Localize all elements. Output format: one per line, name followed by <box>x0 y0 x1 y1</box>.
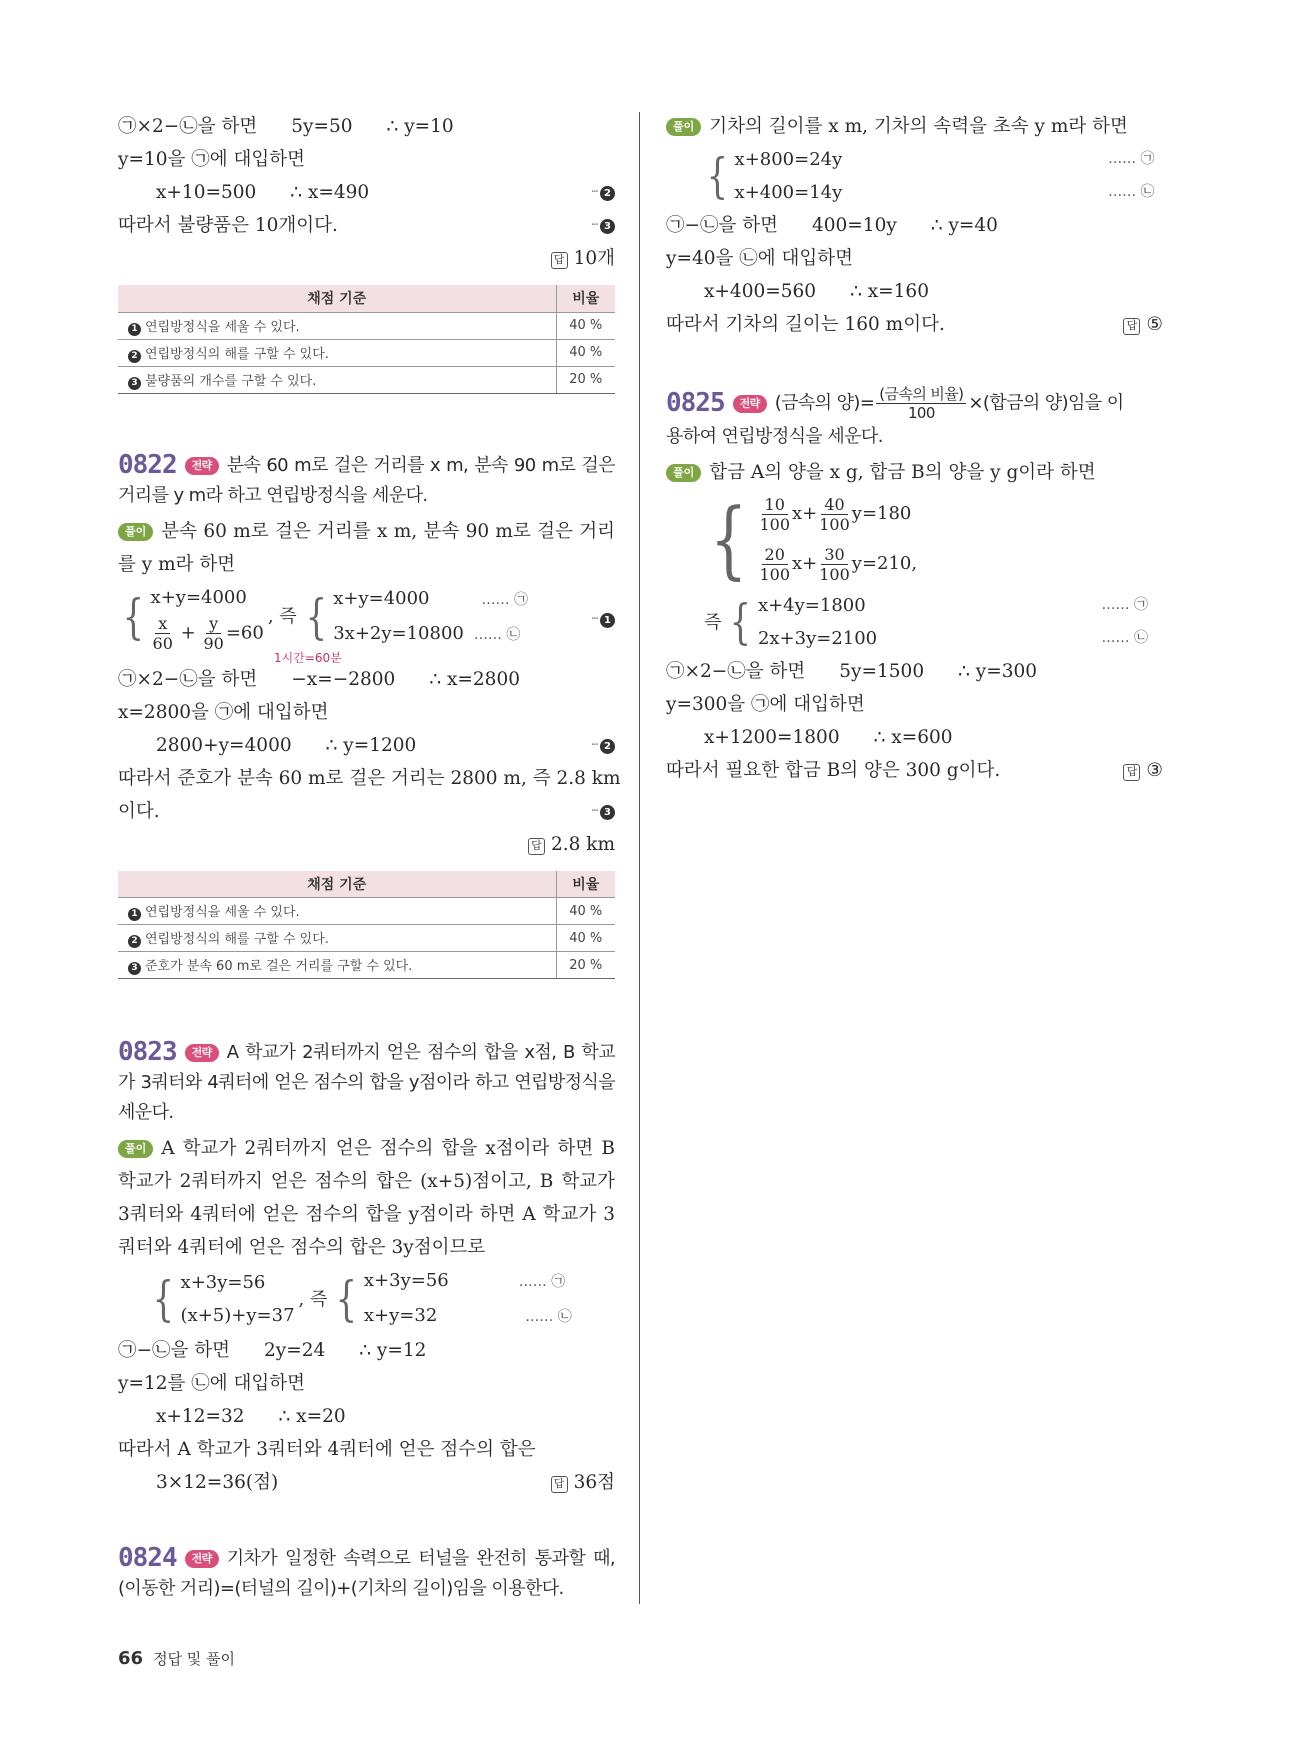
answer: 답 36점 <box>551 1466 615 1499</box>
text-line: x+1200=1800 ∴ x=600 <box>704 727 953 748</box>
answer-icon: 답 <box>1123 764 1140 781</box>
text-line: ㉠×2−㉡을 하면 5y=50 ∴ y=10 <box>118 116 454 137</box>
text-line: 따라서 A 학교가 3쿼터와 4쿼터에 얻은 점수의 합은 <box>118 1439 536 1460</box>
text-line: y=12를 ㉡에 대입하면 <box>118 1373 305 1394</box>
text-line: ㉠×2−㉡을 하면 −x=−2800 ∴ x=2800 <box>118 668 520 690</box>
problem-0823-strategy: 0823 전략 A 학교가 2쿼터까지 얻은 점수의 합을 x점, B 학교가 3쿼터와 4쿼터에 얻은 점수의 합을 y점이라 하고 연립방정식을 세운다. <box>118 1037 615 1123</box>
text-line: x+400=560 ∴ x=160 <box>704 281 929 302</box>
text-line: 2800+y=4000 ∴ y=1200 ··· 2 <box>118 729 615 762</box>
equation-system: { $\frac{10}{100}$ x+ $\frac{40}{100}$ y=180 $\frac{20}{100}$ x+ $\frac{30}{100}$ y=210, <box>710 490 918 588</box>
solution-text: 풀이 합금 A의 양을 x g, 합금 B의 양을 y g이라 하면 <box>666 456 1163 489</box>
text-line: y=300을 ㉠에 대입하면 <box>666 694 865 715</box>
text-line: 따라서 기차의 길이는 160 m이다. 답 ⑤ <box>666 308 1163 341</box>
page-number: 66 <box>118 1648 144 1669</box>
answer-icon: 답 <box>551 1476 568 1493</box>
answer: 답 ⑤ <box>1123 308 1163 341</box>
solution-text: 풀이 A 학교가 2쿼터까지 얻은 점수의 합을 x점이라 하면 B 학교가 2쿼터까지 얻은 점수의 합은 (x+5)점이고, B 학교가 3쿼터와 4쿼터에 얻은 점수의 합을 y점이라 하면 A 학교가 3쿼터와 4쿼터에 얻은 점수의 합은 3y점이므로 <box>118 1138 615 1258</box>
text-line: 따라서 준호가 분속 60 m로 걸은 거리는 2800 m, 즉 2.8 km <box>118 767 621 789</box>
text-line: x+12=32 ∴ x=20 <box>156 1406 346 1427</box>
scoring-table: 채점 기준 비율 1 연립방정식을 세울 수 있다. 40 % 2 연립방정식의 해를 구할 수 있다. 40 % 3 불량품의 개수를 구할 수 있다. 20 % <box>118 285 615 394</box>
problem-0824-strategy: 0824 전략 기차가 일정한 속력으로 터널을 완전히 통과할 때, (이동한 거리)=(터널의 길이)+(기차의 길이)임을 이용한다. <box>118 1543 615 1599</box>
hint-note: 1시간=60분 <box>274 650 342 665</box>
left-column <box>118 110 621 1604</box>
problem-0825-strategy: 0825 전략 (금속의 양)= $\frac{\text{(금속의 비율)}}{100}$ ×(합금의 양)임을 이 <box>666 385 1124 422</box>
solution-text: 풀이 분속 60 m로 걸은 거리를 x m, 분속 90 m로 걸은 거리를 y m라 하면 <box>118 520 615 575</box>
step-marker: ··· 1 <box>591 603 615 636</box>
text-line: ㉠−㉡을 하면 2y=24 ∴ y=12 <box>118 1340 427 1361</box>
equation-system: { x+y=4000 $\frac{x}{60}$ + $\frac{y}{90}$ =60 , 즉 { x+y=4000 …… ㉠ 3x+2y=10800 …… ㉡ ··· 1 <box>118 581 615 653</box>
problem-0822-strategy: 0822 전략 분속 60 m로 걸은 거리를 x m, 분속 90 m로 걸은 거리를 y m라 하고 연립방정식을 세운다. <box>118 449 615 506</box>
equation-system: { x+800=24y …… ㉠ x+400=14y …… ㉡ <box>706 148 1155 204</box>
answer: 답 2.8 km <box>118 828 615 861</box>
step-marker: ··· 2 <box>591 176 615 209</box>
step-marker: ··· 3 <box>591 795 615 828</box>
text-line: 3×12=36(점) 답 36점 <box>118 1466 615 1499</box>
scoring-table: 채점 기준 비율 1 연립방정식을 세울 수 있다. 40 % 2 연립방정식의 해를 구할 수 있다. 40 % 3 준호가 분속 60 m로 걸은 거리를 구할 수 있다. 20 % <box>118 871 615 980</box>
text-line: ㉠×2−㉡을 하면 5y=1500 ∴ y=300 <box>666 661 1038 682</box>
footer-title: 정답 및 풀이 <box>153 1650 236 1668</box>
answer-icon: 답 <box>528 838 545 855</box>
equation-system: { x+3y=56 (x+5)+y=37 , 즉 { x+3y=56 …… ㉠ x+y=32 …… ㉡ <box>152 1270 572 1327</box>
answer: 답 10개 <box>118 242 615 275</box>
answer-icon: 답 <box>1123 318 1140 335</box>
answer: 답 ③ <box>1123 754 1163 787</box>
right-column <box>666 110 1163 787</box>
problem-0825-strategy-cont: 용하여 연립방정식을 세운다. <box>666 426 883 447</box>
step-marker: ··· 3 <box>591 209 615 242</box>
step-marker: ··· 2 <box>591 729 615 762</box>
text-line: 따라서 불량품은 10개이다. ··· 3 <box>118 209 615 242</box>
text-line: y=10을 ㉠에 대입하면 <box>118 149 305 170</box>
page-footer <box>118 1648 235 1669</box>
text-line: 이다. ··· 3 <box>118 795 615 828</box>
text-line: x+10=500 ∴ x=490 ··· 2 <box>118 176 615 209</box>
equation-system: 즉 { x+4y=1800 …… ㉠ 2x+3y=2100 …… ㉡ <box>704 594 1148 650</box>
text-line: y=40을 ㉡에 대입하면 <box>666 248 853 269</box>
solution-text: 풀이 기차의 길이를 x m, 기차의 속력을 초속 y m라 하면 <box>666 110 1163 143</box>
column-divider <box>639 112 640 1604</box>
text-line: ㉠−㉡을 하면 400=10y ∴ y=40 <box>666 215 998 236</box>
answer-icon: 답 <box>551 252 568 269</box>
text-line: x=2800을 ㉠에 대입하면 <box>118 701 329 723</box>
text-line: 따라서 필요한 합금 B의 양은 300 g이다. 답 ③ <box>666 754 1163 787</box>
